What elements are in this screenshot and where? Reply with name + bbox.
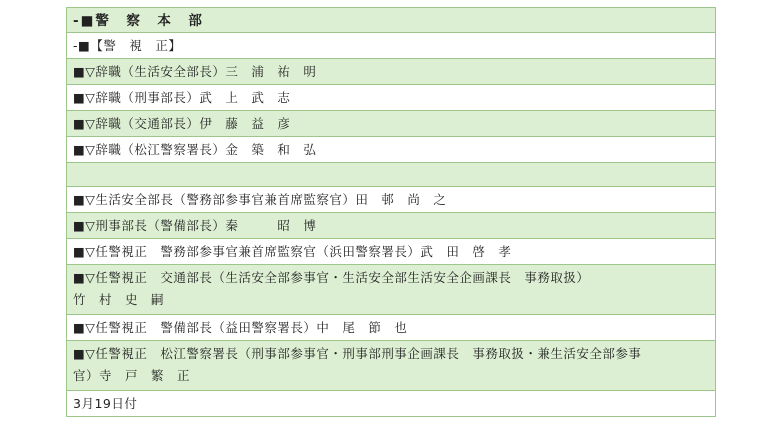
table-row: ■▽辞職（松江警察署長）金 築 和 弘 <box>66 137 716 163</box>
table-row: ■▽辞職（刑事部長）武 上 武 志 <box>66 85 716 111</box>
table-row: ■▽任警視正 警務部参事官兼首席監察官（浜田警察署長）武 田 啓 孝 <box>66 239 716 265</box>
table-row: ■▽任警視正 警備部長（益田警察署長）中 尾 節 也 <box>66 315 716 341</box>
table-row: ■▽辞職（生活安全部長）三 浦 祐 明 <box>66 59 716 85</box>
row-line: 竹 村 史 嗣 <box>73 292 165 307</box>
row-line: ■▽任警視正 松江警察署長（刑事部参事官・刑事部刑事企画課長 事務取扱・兼生活安全部参事 <box>73 346 642 361</box>
date-row: 3月19日付 <box>66 391 716 417</box>
table-row: ■▽刑事部長（警備部長）秦 昭 博 <box>66 213 716 239</box>
row-line: 官）寺 戸 繁 正 <box>73 368 191 383</box>
table-row-blank <box>66 163 716 187</box>
table-row <box>66 265 716 315</box>
table-row: -■【警 視 正】 <box>66 33 716 59</box>
table-row <box>66 341 716 391</box>
table-row: ■▽生活安全部長（警務部参事官兼首席監察官）田 邨 尚 之 <box>66 187 716 213</box>
personnel-table <box>66 7 716 417</box>
row-line: ■▽任警視正 交通部長（生活安全部参事官・生活安全部生活安全企画課長 事務取扱） <box>73 270 590 285</box>
table-header: -■警 察 本 部 <box>66 7 716 33</box>
table-row: ■▽辞職（交通部長）伊 藤 益 彦 <box>66 111 716 137</box>
